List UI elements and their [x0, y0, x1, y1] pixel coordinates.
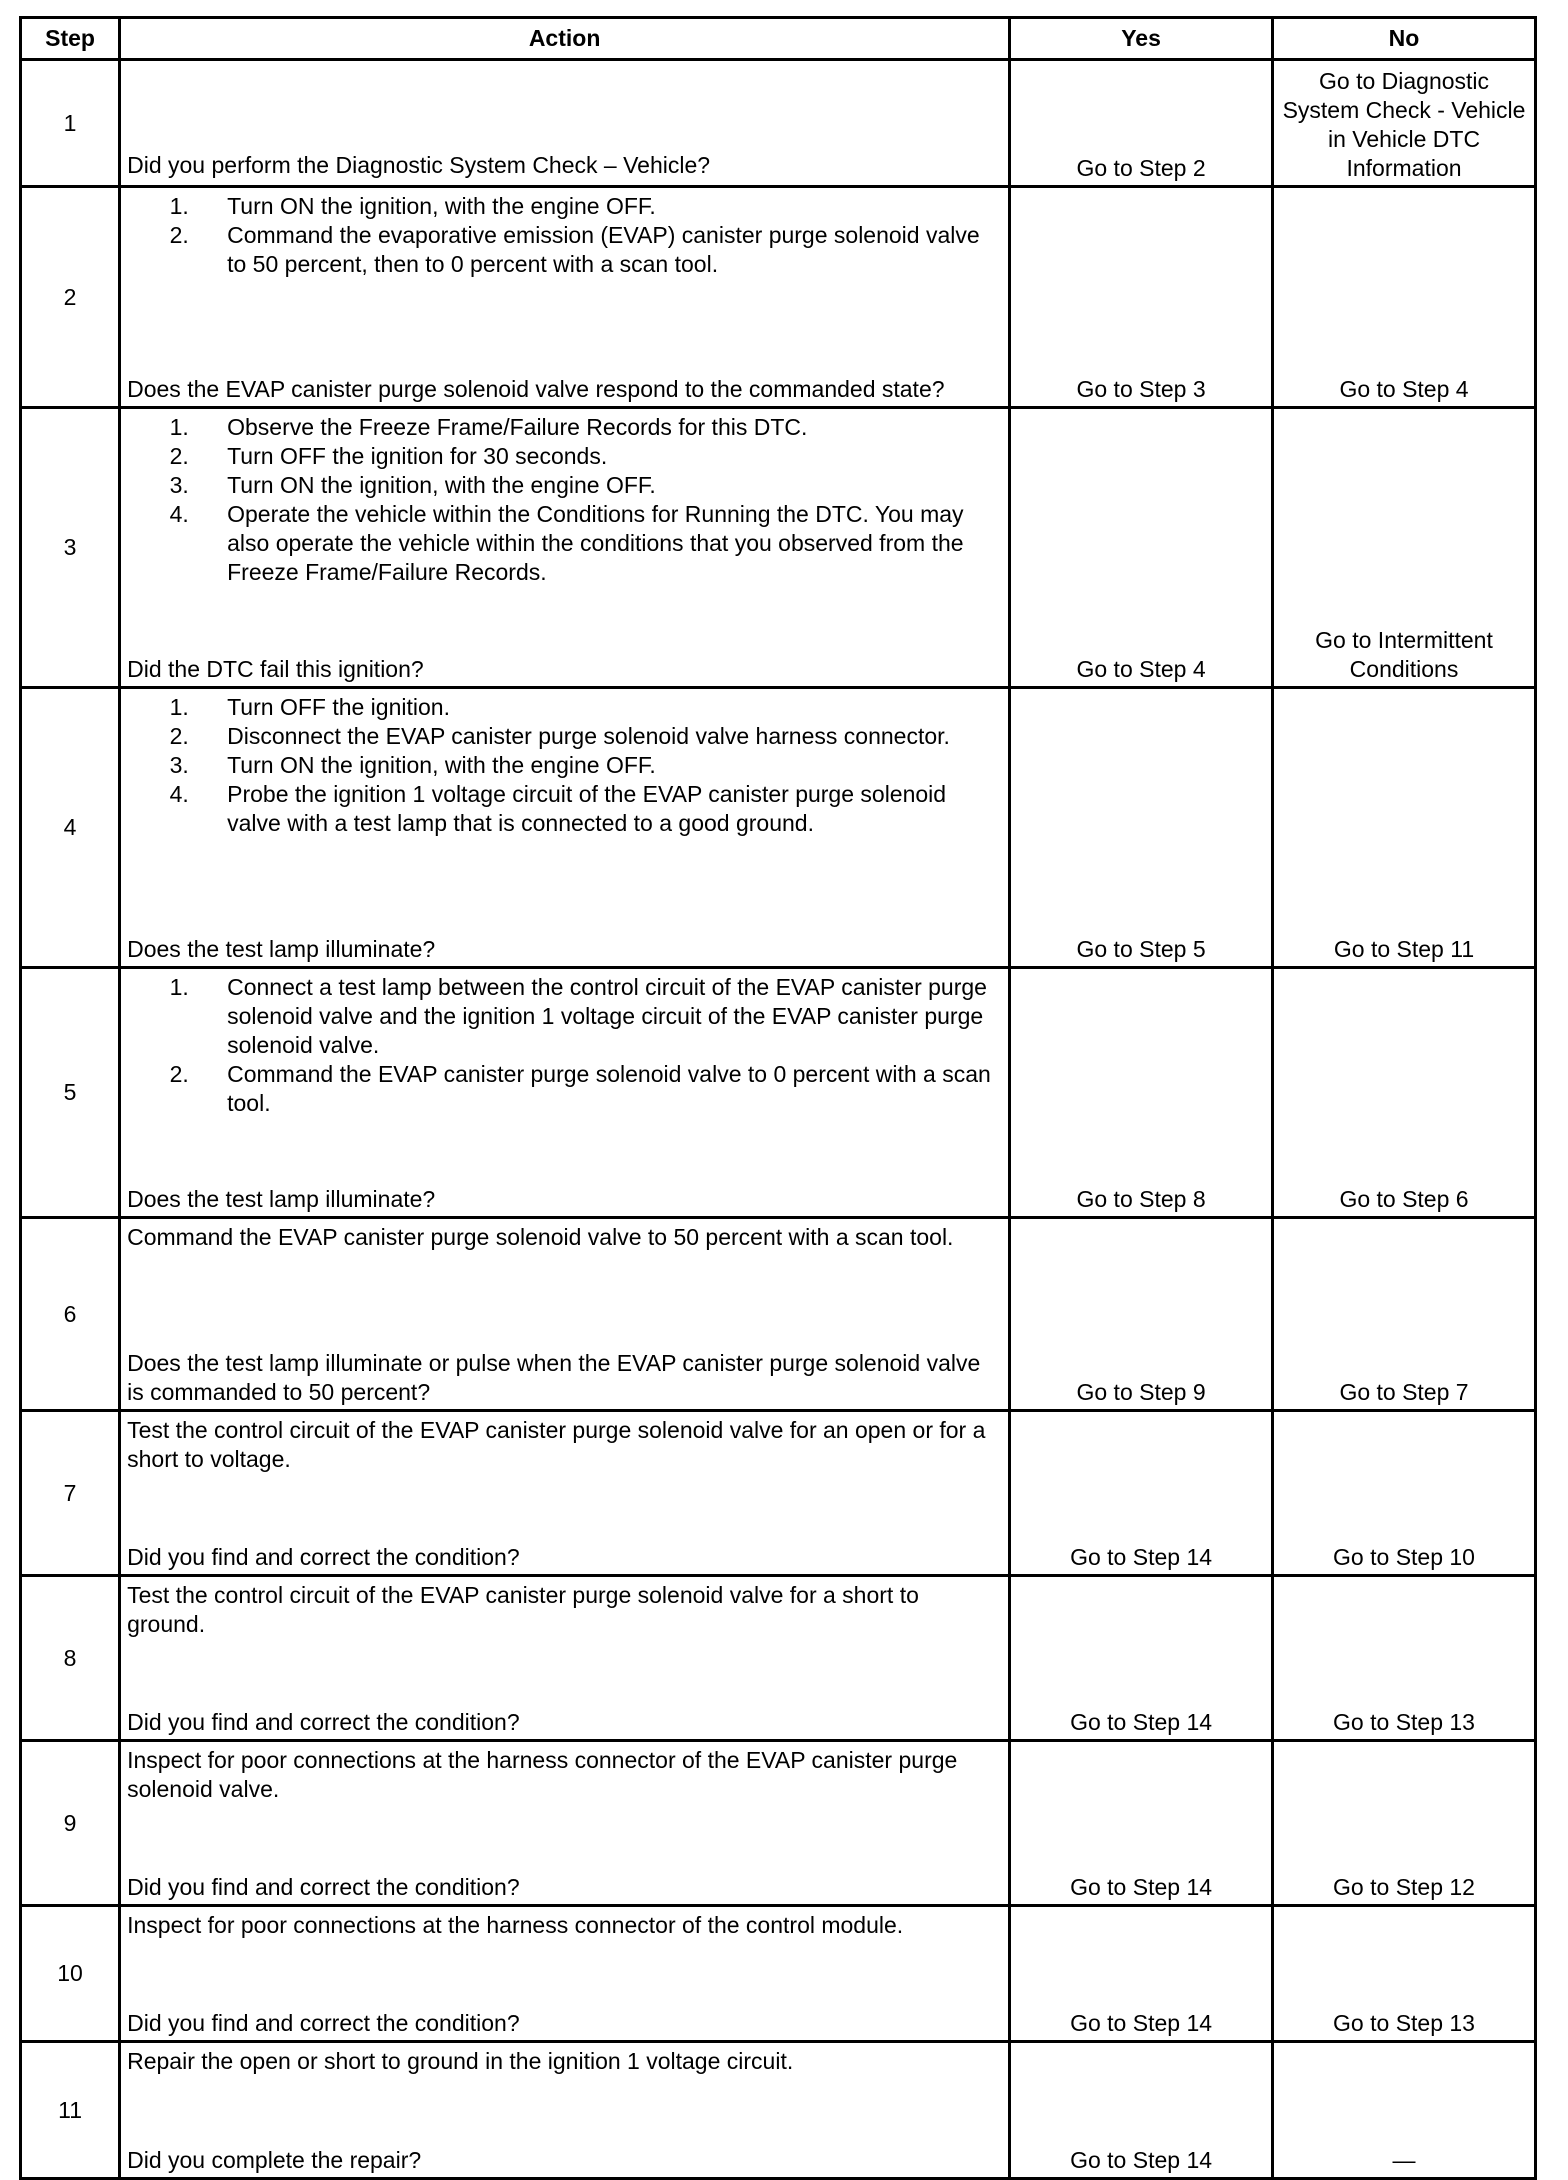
step-number: 2 — [21, 187, 120, 408]
action-step-item: 4. Operate the vehicle within the Conditions for Running the DTC. You may also operate the vehicle within the conditions that you observed from the Freeze Frame/Failure Records. — [227, 500, 1002, 587]
action-cell — [120, 1576, 1010, 1741]
step-number: 5 — [21, 968, 120, 1218]
table-row — [21, 1576, 1536, 1741]
action-steps-list — [127, 693, 1002, 838]
action-steps-list — [127, 192, 1002, 279]
no-outcome: Go to Step 6 — [1273, 968, 1536, 1218]
yes-outcome: Go to Step 4 — [1010, 408, 1273, 688]
action-instruction: Inspect for poor connections at the harness connector of the EVAP canister purge solenoid valve. — [127, 1747, 958, 1802]
action-cell — [120, 1741, 1010, 1906]
no-outcome: Go to Step 11 — [1273, 688, 1536, 968]
yes-outcome: Go to Step 14 — [1010, 1576, 1273, 1741]
step-number: 4 — [21, 688, 120, 968]
step-number: 11 — [21, 2042, 120, 2179]
action-question: Does the test lamp illuminate? — [127, 936, 436, 962]
no-outcome: Go to Step 4 — [1273, 187, 1536, 408]
action-question: Does the EVAP canister purge solenoid valve respond to the commanded state? — [127, 376, 945, 402]
header-action: Action — [120, 18, 1010, 60]
diagnostic-table — [19, 16, 1537, 2180]
yes-outcome: Go to Step 14 — [1010, 2042, 1273, 2179]
yes-outcome: Go to Step 9 — [1010, 1218, 1273, 1411]
no-outcome: Go to Step 13 — [1273, 1576, 1536, 1741]
yes-outcome: Go to Step 5 — [1010, 688, 1273, 968]
action-cell — [120, 1218, 1010, 1411]
no-outcome: — — [1273, 2042, 1536, 2179]
table-row — [21, 408, 1536, 688]
action-cell — [120, 2042, 1010, 2179]
action-cell — [120, 408, 1010, 688]
table-row — [21, 1906, 1536, 2042]
yes-outcome: Go to Step 2 — [1010, 60, 1273, 187]
action-cell — [120, 688, 1010, 968]
table-row — [21, 688, 1536, 968]
table-row — [21, 187, 1536, 408]
action-cell — [120, 968, 1010, 1218]
header-no: No — [1273, 18, 1536, 60]
action-question: Does the test lamp illuminate or pulse when the EVAP canister purge solenoid valve is commanded to 50 percent? — [127, 1350, 981, 1405]
yes-outcome: Go to Step 14 — [1010, 1411, 1273, 1576]
header-step: Step — [21, 18, 120, 60]
header-yes: Yes — [1010, 18, 1273, 60]
action-question: Did you complete the repair? — [127, 2147, 422, 2173]
action-question: Does the test lamp illuminate? — [127, 1186, 436, 1212]
action-instruction: Test the control circuit of the EVAP canister purge solenoid valve for an open or for a short to voltage. — [127, 1417, 986, 1472]
no-outcome: Go to Intermittent Conditions — [1273, 408, 1536, 688]
table-row — [21, 968, 1536, 1218]
table-row — [21, 60, 1536, 187]
action-cell — [120, 1411, 1010, 1576]
table-row — [21, 1411, 1536, 1576]
table-row — [21, 2042, 1536, 2179]
action-question: Did the DTC fail this ignition? — [127, 656, 424, 682]
action-instruction: Repair the open or short to ground in the ignition 1 voltage circuit. — [127, 2048, 794, 2074]
table-row — [21, 1218, 1536, 1411]
action-step-item: 2. Command the EVAP canister purge solenoid valve to 0 percent with a scan tool. — [227, 1060, 1002, 1118]
step-number: 7 — [21, 1411, 120, 1576]
action-instruction: Command the EVAP canister purge solenoid valve to 50 percent with a scan tool. — [127, 1224, 954, 1250]
yes-outcome: Go to Step 14 — [1010, 1906, 1273, 2042]
action-question: Did you perform the Diagnostic System Check – Vehicle? — [127, 152, 711, 178]
action-question: Did you find and correct the condition? — [127, 1709, 520, 1735]
action-steps-list — [127, 413, 1002, 587]
action-instruction: Inspect for poor connections at the harness connector of the control module. — [127, 1912, 904, 1938]
action-question: Did you find and correct the condition? — [127, 1874, 520, 1900]
step-number: 3 — [21, 408, 120, 688]
action-step-item: 1. Turn ON the ignition, with the engine OFF. — [227, 192, 1002, 221]
action-step-item: 3. Turn ON the ignition, with the engine OFF. — [227, 751, 1002, 780]
no-outcome: Go to Step 13 — [1273, 1906, 1536, 2042]
no-outcome: Go to Diagnostic System Check - Vehicle in Vehicle DTC Information — [1273, 60, 1536, 187]
action-question: Did you find and correct the condition? — [127, 2010, 520, 2036]
no-outcome: Go to Step 7 — [1273, 1218, 1536, 1411]
step-number: 1 — [21, 60, 120, 187]
action-cell — [120, 60, 1010, 187]
action-step-item: 1. Observe the Freeze Frame/Failure Records for this DTC. — [227, 413, 1002, 442]
action-step-item: 4. Probe the ignition 1 voltage circuit of the EVAP canister purge solenoid valve with a test lamp that is connected to a good ground. — [227, 780, 1002, 838]
action-question: Did you find and correct the condition? — [127, 1544, 520, 1570]
table-row — [21, 1741, 1536, 1906]
action-step-item: 2. Command the evaporative emission (EVAP) canister purge solenoid valve to 50 percent, then to 0 percent with a scan tool. — [227, 221, 1002, 279]
yes-outcome: Go to Step 8 — [1010, 968, 1273, 1218]
yes-outcome: Go to Step 3 — [1010, 187, 1273, 408]
action-cell — [120, 187, 1010, 408]
action-step-item: 1. Connect a test lamp between the control circuit of the EVAP canister purge solenoid valve and the ignition 1 voltage circuit of the EVAP canister purge solenoid valve. — [227, 973, 1002, 1060]
header-row — [21, 18, 1536, 60]
action-step-item: 2. Disconnect the EVAP canister purge solenoid valve harness connector. — [227, 722, 1002, 751]
action-steps-list — [127, 973, 1002, 1118]
action-instruction: Test the control circuit of the EVAP canister purge solenoid valve for a short to ground. — [127, 1582, 919, 1637]
action-step-item: 3. Turn ON the ignition, with the engine OFF. — [227, 471, 1002, 500]
no-outcome: Go to Step 10 — [1273, 1411, 1536, 1576]
step-number: 6 — [21, 1218, 120, 1411]
step-number: 8 — [21, 1576, 120, 1741]
yes-outcome: Go to Step 14 — [1010, 1741, 1273, 1906]
action-step-item: 2. Turn OFF the ignition for 30 seconds. — [227, 442, 1002, 471]
action-cell — [120, 1906, 1010, 2042]
step-number: 10 — [21, 1906, 120, 2042]
step-number: 9 — [21, 1741, 120, 1906]
action-step-item: 1. Turn OFF the ignition. — [227, 693, 1002, 722]
table-body — [21, 60, 1536, 2179]
no-outcome: Go to Step 12 — [1273, 1741, 1536, 1906]
